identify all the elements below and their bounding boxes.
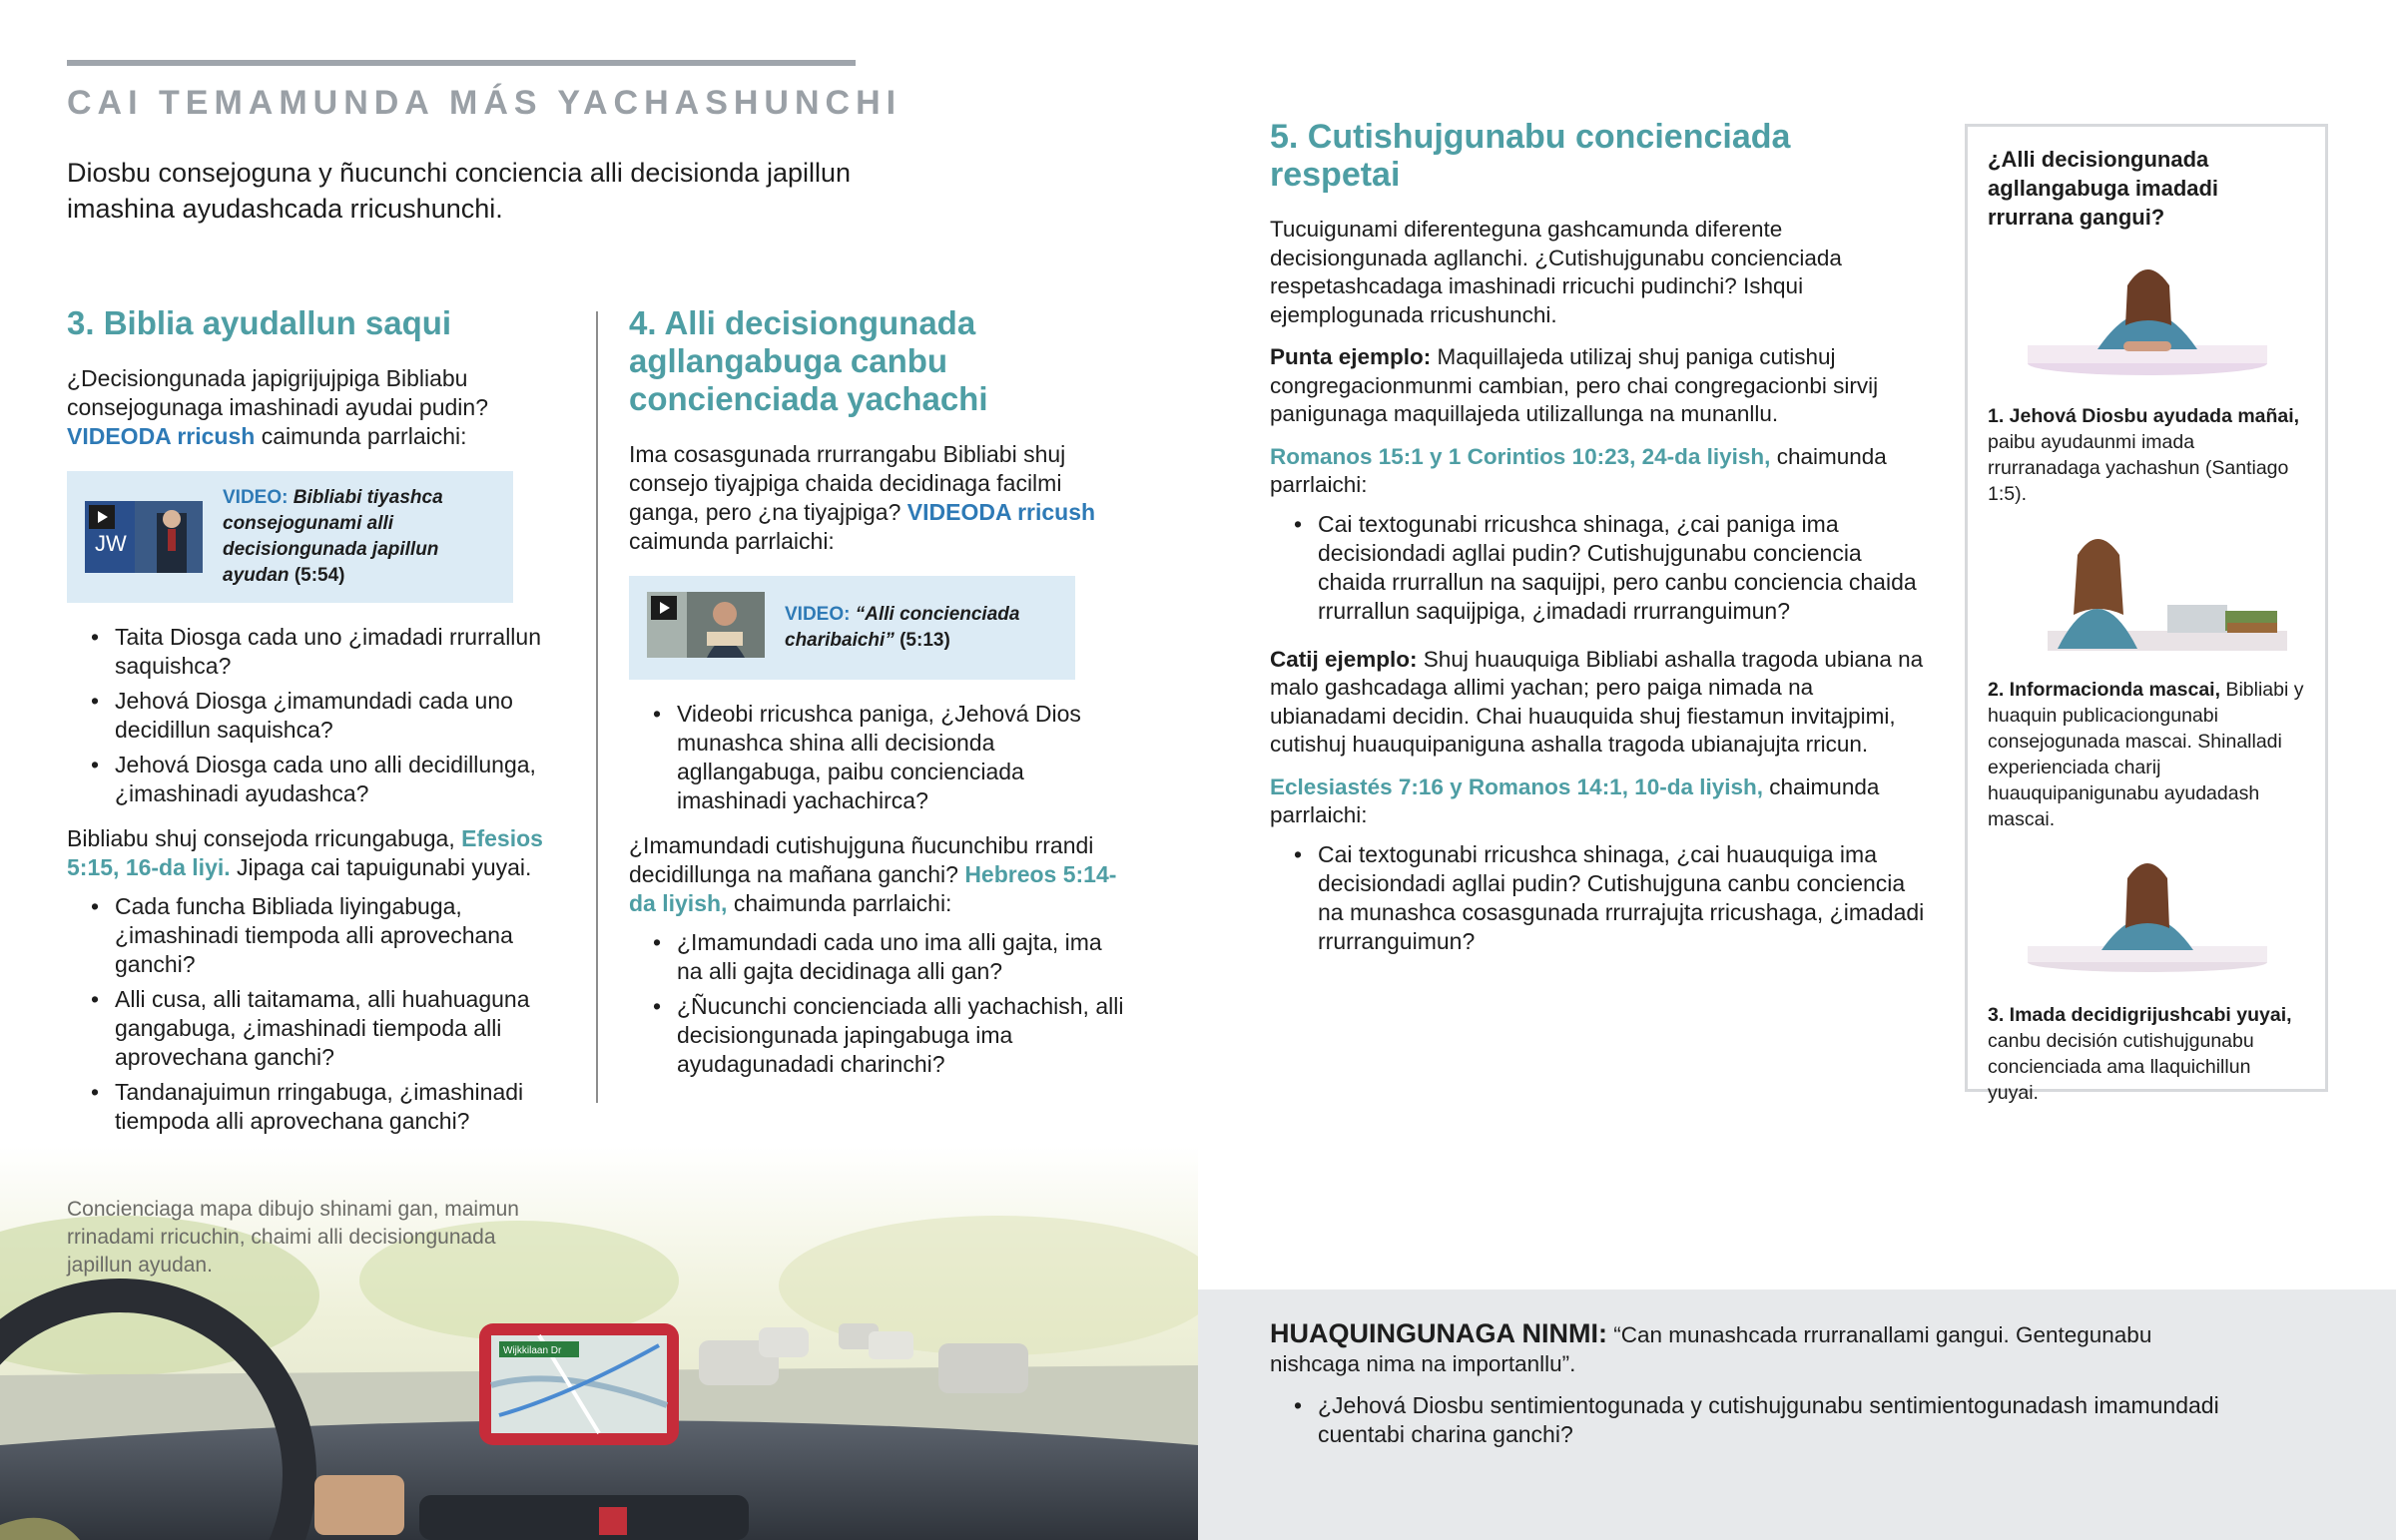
woman-thinking-illustration [1988, 844, 2307, 994]
footer-quote: “Can munashcada rrurranallami gangui. Gentegunabu nishcaga nima na importanllu”. [1270, 1322, 2152, 1376]
header-rule [67, 60, 856, 66]
play-icon[interactable] [651, 596, 677, 620]
woman-laptop-illustration [1988, 519, 2307, 669]
paragraph-text: Bibliabu shuj consejoda rricungabuga, [67, 825, 455, 851]
woman-praying-illustration [1988, 246, 2307, 395]
list-item: • Taita Diosga cada uno ¿imadadi rrurrallun saquishca? [67, 623, 566, 681]
example-1-text: Maquillajeda utilizaj shuj paniga cutishuj congregacionmunmi cambian, pero chai congregacionbi sirvij panigunaga maquillajeda utilizallunga na munanllu. [1270, 344, 1879, 426]
question-list [629, 700, 1128, 815]
section-3-paragraph [67, 824, 566, 882]
intro-end: caimunda parrlaichi: [629, 528, 835, 554]
question-list [67, 623, 566, 808]
step-1-heading: 1. Jehová Diosbu ayudada mañai, [1988, 405, 2300, 427]
step-2-heading: 2. Informacionda mascai, [1988, 679, 2221, 701]
video-title: Bibliabi tiyashca consejogunami alli decisiongunada japillun ayudan [223, 487, 443, 586]
step-1-text: paibu ayudaunmi imada rrurranadaga yachashun (Santiago 1:5). [1988, 431, 2289, 505]
scripture-prompt-2 [1270, 773, 1929, 830]
prompt-end: chaimunda parrlaichi: [1270, 773, 1880, 827]
video-card[interactable] [629, 576, 1075, 680]
section-5-intro: Tucuigunami diferenteguna gashcamunda diferente decisiongunada agllanchi. ¿Cutishujgunabu concienciada respetashcadaga imashinadi rricuchi pudinchi? Ishqui ejemplogunada rricushunchi. [1270, 217, 1842, 327]
column-divider [596, 311, 598, 1103]
question-list-2 [67, 892, 566, 1136]
footer-statement [1270, 1319, 2228, 1378]
section-3-title: 3. Biblia ayudallun saqui [67, 304, 452, 341]
scripture-reference[interactable]: Efesios 5:15, 16-da liyi. [67, 825, 543, 880]
scripture-prompt-1 [1270, 443, 1929, 500]
list-item: • ¿Ñucunchi concienciada alli yachachish, alli decisiongunada japingabuga ima ayudagunadadi charinchi? [629, 992, 1128, 1079]
step-2-text: Bibliabi y huaquin publicaciongunabi consejogunada mascai. Shinalladi experienciada charij huauquipanigunabu ayudadash mascai. [1988, 679, 2304, 830]
sidebar-step-2 [1988, 677, 2305, 832]
list-item: • ¿Jehová Diosbu sentimientogunada y cutishujgunabu sentimientogunadash imamundadi cuentabi charina ganchi? [1270, 1391, 2228, 1449]
video-thumbnail[interactable] [85, 501, 203, 573]
scripture-reference[interactable]: Hebreos 5:14-da liyish, [629, 861, 1117, 916]
phone-map [479, 1323, 679, 1445]
sidebar-box [1965, 124, 2328, 1104]
intro-text: Ima cosasgunada rrurrangabu Bibliabi shuj consejo tiyajpiga chaida decidinaga facilmi ganga, pero ¿na tiyajpiga? [629, 441, 1066, 525]
section-4 [629, 304, 1128, 1085]
question-list [1270, 510, 1929, 626]
video-thumbnail[interactable] [647, 592, 765, 664]
svg-text:JW: JW [95, 531, 127, 556]
video-link[interactable]: VIDEODA rricush [906, 499, 1096, 525]
question-list-2 [1270, 840, 1929, 956]
sidebar-step-3 [1988, 1002, 2305, 1106]
list-item: • ¿Imamundadi cada uno ima alli gajta, ima na alli gajta decidinaga alli gan? [629, 928, 1128, 986]
section-4-paragraph [629, 831, 1128, 918]
illustration-caption: Concienciaga mapa dibujo shinami gan, maimun rrinadami rricuchin, chaimi alli decisiongunada japillun ayudan. [67, 1198, 519, 1277]
example-2 [1270, 646, 1929, 760]
section-5 [1270, 118, 1929, 962]
paragraph-end: chaimunda parrlaichi: [733, 890, 952, 916]
list-item: • Alli cusa, alli taitamama, alli huahuaguna gangabuga, ¿imashinadi tiempoda alli aprovechana ganchi? [67, 985, 566, 1072]
footer-question-list [1270, 1391, 2228, 1455]
video-link[interactable]: VIDEODA rricush [67, 423, 256, 449]
paragraph-end: Jipaga cai tapuigunabi yuyai. [237, 854, 532, 880]
phone-street-label: Wijkkilaan Dr [503, 1345, 562, 1356]
video-duration: (5:13) [899, 630, 950, 651]
list-item: • Cai textogunabi rricushca shinaga, ¿cai huauquiga ima decisiondadi agllai pudin? Cutishujguna canbu conciencia na munashca cosasgunada rrurrajujta rricushaga, ¿imadadi rrurranguimun? [1270, 840, 1929, 956]
video-title: “Alli concienciada charibaichi” [785, 604, 1020, 651]
step-3-heading: 3. Imada decidigrijushcabi yuyai, [1988, 1004, 2292, 1026]
play-icon[interactable] [89, 505, 115, 529]
video-caption [785, 602, 1057, 654]
list-item: • Videobi rricushca paniga, ¿Jehová Dios munashca shina alli decisionda agllangabuga, paibu concienciada imashinadi yachachirca? [629, 700, 1128, 815]
prompt-end: chaimunda parrlaichi: [1270, 443, 1887, 497]
example-2-label: Catij ejemplo: [1270, 646, 1418, 672]
video-duration: (5:54) [294, 565, 345, 586]
intro-end: caimunda parrlaichi: [261, 423, 467, 449]
intro-text: ¿Decisiongunada japigrijujpiga Bibliabu consejogunaga imashinadi ayudai pudin? [67, 365, 488, 420]
scripture-reference[interactable]: Eclesiastés 7:16 y Romanos 14:1, 10-da liyish, [1270, 773, 1764, 799]
sidebar-step-1 [1988, 403, 2305, 507]
video-label: VIDEO: [223, 487, 289, 508]
section-4-title: 4. Alli decisiongunada agllangabuga canbu concienciada yachachi [629, 304, 988, 417]
video-caption [223, 485, 495, 589]
intro-paragraph: Diosbu consejoguna y ñucunchi conciencia alli decisionda japillun imashina ayudashcada rricushunchi. [67, 158, 852, 224]
list-item: • Cai textogunabi rricushca shinaga, ¿cai paniga ima decisiondadi agllai pudin? Cutishujgunabu conciencia chaida rrurrallun na saquijpi, pero canbu conciencia chaida rrurrallun saquijpiga, ¿imadadi rrurranguimun? [1270, 510, 1929, 626]
paragraph-text: ¿Imamundadi cutishujguna ñucunchibu rrandi decidillunga na mañana ganchi? [629, 832, 1094, 887]
footer-label: HUAQUINGUNAGA NINMI: [1270, 1318, 1607, 1348]
section-5-title: 5. Cutishujgunabu concienciada respetai [1270, 118, 1791, 194]
example-1-label: Punta ejemplo: [1270, 344, 1432, 369]
section-3 [67, 304, 566, 1142]
list-item: • Jehová Diosga ¿imamundadi cada uno decidillun saquishca? [67, 687, 566, 745]
video-card[interactable] [67, 471, 513, 603]
step-3-text: canbu decisión cutishujgunabu concienciada ama llaquichillun yuyai. [1988, 1030, 2254, 1104]
list-item: • Cada funcha Bibliada liyingabuga, ¿imashinadi tiempoda alli aprovechana ganchi? [67, 892, 566, 979]
list-item: • Tandanajuimun rringabuga, ¿imashinadi tiempoda alli aprovechana ganchi? [67, 1078, 566, 1136]
example-2-text: Shuj huauquiga Bibliabi ashalla tragoda ubiana na malo gashcadaga allimi yachan; pero paiga nimada na ubianadami decidin. Chai huauquida shuj fiestamun invitajpimi, cutishuj huauquipaniguna ashalla tragoda ubianajujta rricun. [1270, 646, 1924, 757]
list-item: • Jehová Diosga cada uno alli decidillunga, ¿imashinadi ayudashca? [67, 751, 566, 808]
scripture-reference[interactable]: Romanos 15:1 y 1 Corintios 10:23, 24-da liyish, [1270, 443, 1771, 469]
sidebar-title: ¿Alli decisiongunada agllangabuga imadadi rrurrana gangui? [1988, 147, 2219, 230]
example-1 [1270, 343, 1929, 429]
video-label: VIDEO: [785, 604, 851, 625]
page-section-title: CAI TEMAMUNDA MÁS YACHASHUNCHI [67, 84, 902, 122]
section-3-intro [67, 364, 566, 451]
question-list-2 [629, 928, 1128, 1079]
section-4-intro [629, 440, 1128, 556]
